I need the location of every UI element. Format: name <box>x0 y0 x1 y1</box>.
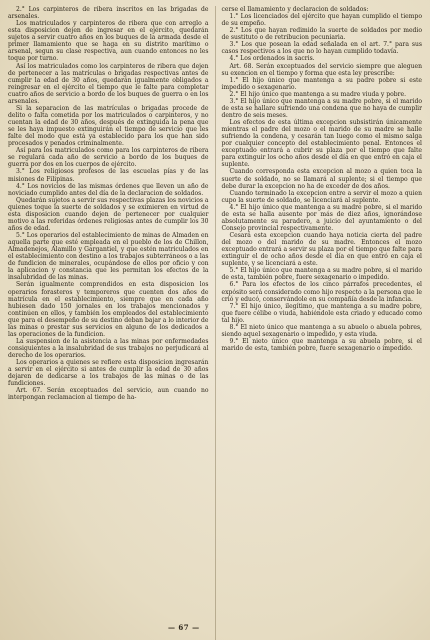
left-column <box>8 6 209 640</box>
paragraph: Cesará esta excepcion cuando haya noticia cierta del padre del mozo o del marido de su madre. Entonces el mozo exceptuado entrará a servir su plaza por el tiempo que falte para extinguir el de ocho años desde el día en que entró en caja el suplente, y se licenciará a este. <box>221 232 422 268</box>
paragraph: 7.° El hijo único, ilegítimo, que mantenga a su madre pobre, que fuere célibe o viuda, habiéndole esta criado y educado como tal hijo. <box>221 302 422 324</box>
paragraph: Los operarios a quienes se refiere esta disposicion ingresarán a servir en el ejército si antes de cumplir la edad de 30 años dejaren de dedicarse a los trabajos de las minas o de las fundiciones. <box>8 359 209 388</box>
paragraph: 5.° El hijo único que mantenga a su madre pobre, si el marido de esta, también pobre, fuere sexagenario o impedido. <box>221 267 422 282</box>
paragraph: 3.° Los que posean la edad señalada en el art. 7.° para sus casos respectivos a los que no lo hayan cumplido todavía. <box>221 41 422 56</box>
paragraph: Si la separacion de las matrículas o brigadas procede de delito o falta cometida por los matriculados o carpinteros, y no cuentan la edad de 30 años, después de extinguida la pena que se les haya impuesto extinguirán el tiempo de servicio que les falte del modo que está ya establecido para los que han sido procesados y penados criminalmente. <box>8 104 209 148</box>
paragraph: 3.° Los religiosos profesos de las escuelas pías y de las misiones de Filipinas. <box>8 168 209 183</box>
paragraph: 1.° Los licenciados del ejército que hayan cumplido el tiempo de su empeño. <box>221 13 422 28</box>
paragraph: Cuando corresponda esta excepcion al mozo a quien toca la suerte de soldado, no se llamará al suplente; si el tiempo que debe durar la excepcion no ha de exceder de dos años. <box>221 168 422 190</box>
paragraph: Cuando terminado la excepcion entre a servir el mozo a quien cupo la suerte de soldado, se licenciará al suplente. <box>221 189 422 204</box>
right-column <box>221 6 422 640</box>
paragraph: 6.° Para los efectos de los cinco párrafos precedentes, el expósito será considerado como hijo respecto a la persona que le crió y educó, conservándole en su compañía desde la infancia. <box>221 281 422 303</box>
paragraph: 4.° El hijo único que mantenga a su madre pobre, si el marido de esta se halla ausente por más de diez años, ignorándose absolutamente su paradero, a juicio del ayuntamiento o del Consejo provincial respectivamente. <box>221 203 422 232</box>
paragraph: 5.° Los operarios del establecimiento de minas de Almaden en aquella parte que esté empleada en el pueblo de los de Chillon, Almadenejos, Alamillo y Gargantiel, y que estén matriculados en el establecimiento con destino a los trabajos subterráneos o a las de fundicion de minerales, ocupándose de ellos por oficio y con la aplicacion y constancia que les permitan los efectos de la insalubridad de las minas. <box>8 232 209 282</box>
column-divider <box>215 6 216 640</box>
paragraph: Art. 67. Serán exceptuados del servicio, aun cuando no interpongan reclamacion al tiempo de ha- <box>8 387 209 402</box>
paragraph: Así los matriculados como los carpinteros de ribera que dejen de pertenecer a las matrículas o brigadas respectivas antes de cumplir la edad de 30 años, quedarán igualmente obligados a reingresar en el ejército el tiempo que le falte para completar cuatro años de servicio a bordo de los buques de guerra o en los arsenales. <box>8 62 209 105</box>
paragraph: 8.° El nieto único que mantenga a su abuelo o abuela pobres, siendo aquel sexagenario o impedido, y esta viuda. <box>221 323 422 338</box>
paragraph: 2.° Los carpinteros de ribera inscritos en las brigadas de arsenales. <box>8 6 209 21</box>
paragraph: 3.° El hijo único que mantenga a su madre pobre, si el marido de esta se hallare sufriendo una condena que no haya de cumplir dentro de seis meses. <box>221 97 422 119</box>
paragraph: 2.° El hijo único que mantenga a su madre viuda y pobre. <box>229 90 407 98</box>
paragraph: Los matriculados y carpinteros de ribera que con arreglo a esta disposicion dejen de ingresar en el ejército, quedarán sujetos a servir cuatro años en los buques de la armada desde el primer llamamiento que se haga en su distrito marítimo o arsenal, segun su clase respectiva, aun cuando entonces no les toque por turno. <box>8 20 209 63</box>
page-number: — 67 — <box>168 623 200 632</box>
paragraph: 4.° Los novicios de las mismas órdenes que lleven un año de noviciado cumplido antes del día de la declaracion de soldados. <box>8 182 209 197</box>
paragraph: 4.° Los ordenados in sacris. <box>229 55 315 63</box>
paragraph: Art. 68. Serán exceptuados del servicio siempre que aleguen su exencion en el tiempo y forma que esta ley prescribe: <box>221 62 422 77</box>
paragraph: 9.° El nieto único que mantenga a su abuela pobre, si el marido de esta, también pobre, fuere sexagenario o impedido. <box>221 337 422 352</box>
paragraph: 2.° Los que hayan redimido la suerte de soldados por medio de sustituto o de retribucion pecuniaria. <box>221 27 422 42</box>
paragraph: Quedarán sujetos a servir sus respectivas plazas los novicios a quienes toque la suerte de soldados y se eximieren en virtud de esta disposicion cuando dejen de pertenecer por cualquier motivo a las referidas órdenes religiosas antes de cumplir los 30 años de edad. <box>8 196 209 232</box>
paragraph: Así para los matriculados como para los carpinteros de ribera se regulará cada año de servicio a bordo de los buques de guerra por dos en los cuerpos de ejército. <box>8 147 209 169</box>
paragraph: La suspension de la asistencia a las minas por enfermedades consiguientes a la insalubridad de sus trabajos no perjudicará al derecho de los operarios. <box>8 337 209 360</box>
text-columns <box>8 6 422 640</box>
paragraph: Los efectos de esta última excepcion subsistirán únicamente mientras el padre del mozo o el marido de su madre se halle sufriendo la condena, y cesarán tan luego como el mismo salga por cualquier concepto del establecimiento penal. Entonces el exceptuado entrará a cubrir su plaza por el tiempo que falte para extinguir los ocho años desde el día en que entró en caja el suplente. <box>221 119 422 169</box>
paragraph: 1.° El hijo único que mantenga a su padre pobre si este impedido o sexagenario. <box>221 76 422 91</box>
paragraph: cerse el llamamiento y declaracion de soldados: <box>221 6 369 13</box>
paragraph: Serán igualmente comprendidos en esta disposicion los operarios forasteros y temporeros que cuenten dos años de matrícula en el establecimiento, siempre que en cada año hubiesen dado 150 jornales en los trabajos mencionados y continúen en ellos, y también los empleados del establecimiento que para el desempeño de su destino deban bajar a lo interior de las minas o prestar sus servicios en alguno de los dedicados a las operaciones de la fundicion. <box>8 281 209 338</box>
